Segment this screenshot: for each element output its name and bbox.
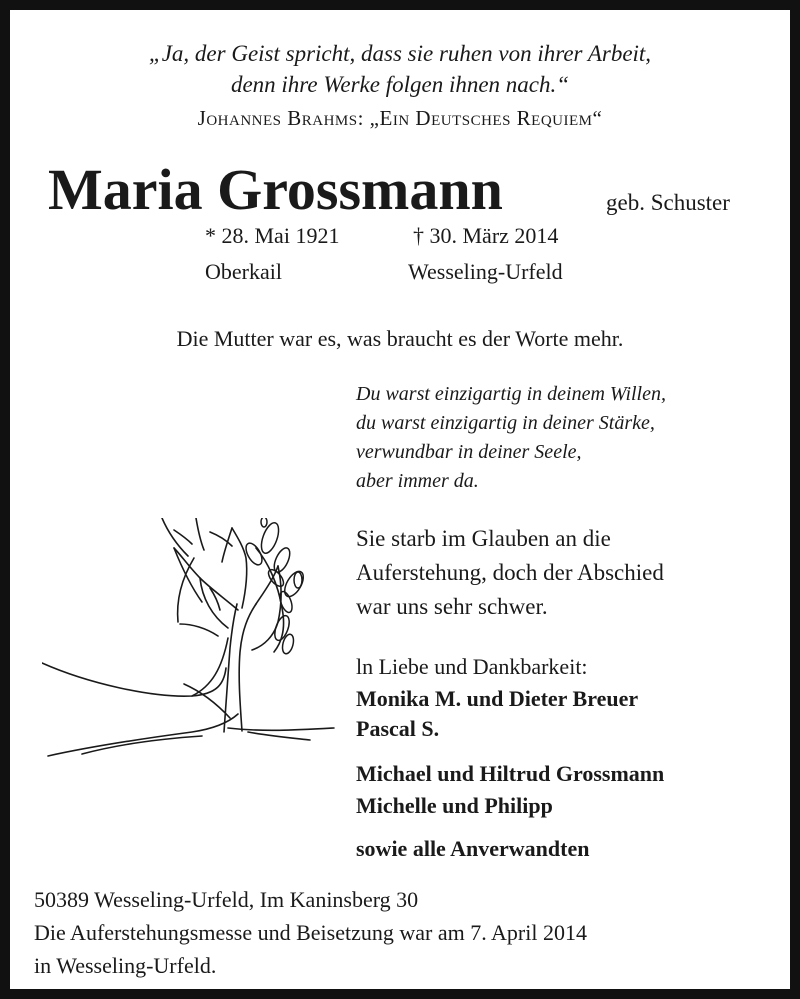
footer-line: in Wesseling-Urfeld. — [34, 953, 217, 978]
poem-line: verwundbar in deiner Seele, — [356, 441, 582, 463]
motto: Die Mutter war es, was braucht es der Worte mehr. — [176, 326, 624, 351]
poem-line: aber immer da. — [356, 470, 479, 492]
epigraph-attribution: Johannes Brahms: „Ein Deutsches Requiem“ — [197, 106, 603, 130]
mourner-name: Michael und Hiltrud Grossmann — [356, 761, 665, 786]
footer-line: 50389 Wesseling-Urfeld, Im Kaninsberg 30 — [34, 887, 419, 912]
mourner-name: Monika M. und Dieter Breuer — [356, 686, 639, 711]
tree-drawing — [42, 518, 342, 763]
faith-text — [356, 522, 664, 624]
faith-text-line: Auferstehung, doch der Abschied — [356, 560, 664, 585]
faith-text-line: war uns sehr schwer. — [356, 594, 548, 619]
epigraph-line-2: denn ihre Werke folgen ihnen nach.“ — [230, 72, 570, 97]
thanks-intro: ln Liebe und Dankbarkeit: — [356, 654, 588, 679]
mourner-name: Pascal S. — [356, 716, 440, 741]
death-date: † 30. März 2014 — [413, 223, 559, 248]
mourner-name: sowie alle Anverwandten — [356, 836, 590, 861]
poem-line: Du warst einzigartig in deinem Willen, — [356, 383, 666, 405]
birth-place: Oberkail — [205, 259, 282, 284]
mourner-name: Michelle und Philipp — [356, 793, 553, 818]
footer-address — [34, 883, 587, 982]
birth-name: geb. Schuster — [606, 190, 730, 215]
deceased-name: Maria Grossmann — [48, 157, 503, 222]
faith-text-line: Sie starb im Glauben an die — [356, 526, 611, 551]
footer-line: Die Auferstehungsmesse und Beisetzung war am 7. April 2014 — [34, 920, 587, 945]
poem-line: du warst einzigartig in deiner Stärke, — [356, 412, 655, 434]
epigraph-line-1: „Ja, der Geist spricht, dass sie ruhen von ihrer Arbeit, — [148, 41, 652, 66]
birth-date: * 28. Mai 1921 — [205, 223, 340, 248]
death-place: Wesseling-Urfeld — [408, 259, 563, 284]
poem — [356, 380, 666, 496]
